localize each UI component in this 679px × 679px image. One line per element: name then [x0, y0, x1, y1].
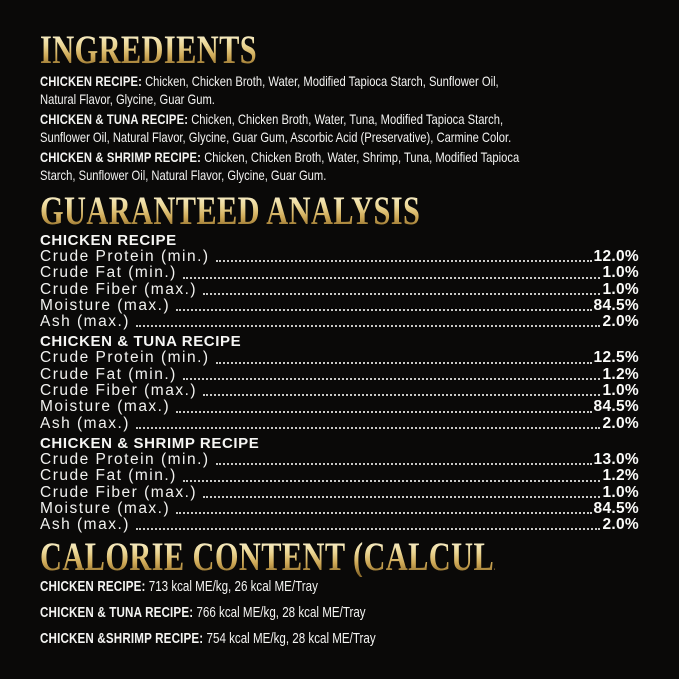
calorie-item — [40, 605, 530, 621]
analysis-row-label: Crude Fiber (max.) — [40, 280, 198, 298]
analysis-table-chicken-shrimp — [40, 436, 639, 533]
analysis-row-label: Crude Fiber (max.) — [40, 382, 198, 400]
analysis-row-value: 1.0% — [602, 382, 639, 400]
ingredient-text: Chicken, Chicken Broth, Water, Tuna, Modified Tapioca Starch, Sunflower Oil, Natural Flavor, Glycine, Guar Gum, Ascorbic Acid (Preservative), Carmine Color. — [40, 111, 512, 145]
analysis-row — [40, 367, 639, 383]
analysis-row-value: 12.0% — [593, 248, 639, 265]
analysis-row — [40, 485, 639, 501]
analysis-row-value: 1.0% — [602, 483, 639, 501]
ingredient-text: Chicken, Chicken Broth, Water, Shrimp, Tuna, Modified Tapioca Starch, Sunflower Oil, Natural Flavor, Glycine, Guar Gum. — [40, 149, 520, 183]
analysis-row-value: 2.0% — [602, 414, 639, 432]
analysis-row-label: Ash (max.) — [40, 414, 130, 432]
dot-leader — [136, 427, 601, 429]
analysis-row-label: Moisture (max.) — [40, 296, 171, 314]
dot-leader — [176, 512, 591, 514]
analysis-recipe-title: CHICKEN & SHRIMP RECIPE — [40, 434, 260, 452]
ingredient-recipe-label: CHICKEN & TUNA RECIPE: — [40, 111, 189, 127]
dot-leader — [136, 528, 601, 530]
analysis-row — [40, 452, 639, 468]
dot-leader — [203, 394, 600, 396]
analysis-row — [40, 350, 639, 366]
analysis-row-label: Crude Fat (min.) — [40, 264, 177, 282]
dot-leader — [136, 325, 601, 327]
dot-leader — [203, 496, 600, 498]
analysis-row-label: Crude Fiber (max.) — [40, 483, 198, 501]
analysis-table-chicken — [40, 233, 639, 330]
dot-leader — [176, 411, 591, 413]
analysis-recipe-title: CHICKEN & TUNA RECIPE — [40, 333, 242, 351]
analysis-row-label: Crude Protein (min.) — [40, 349, 210, 367]
calorie-recipe-label: CHICKEN & TUNA RECIPE: — [40, 605, 194, 622]
analysis-table-chicken-tuna — [40, 334, 639, 431]
analysis-row-value: 1.2% — [602, 467, 639, 485]
ingredient-item — [40, 72, 530, 108]
ingredient-recipe-label: CHICKEN & SHRIMP RECIPE: — [40, 149, 202, 165]
analysis-row-value: 84.5% — [593, 499, 639, 517]
dot-leader — [203, 293, 600, 295]
analysis-row-label: Ash (max.) — [40, 313, 130, 331]
analysis-row-value: 84.5% — [593, 398, 639, 416]
analysis-row-label: Crude Protein (min.) — [40, 248, 210, 265]
calorie-value-text: 766 kcal ME/kg, 28 kcal ME/Tray — [196, 605, 366, 622]
ingredient-recipe-label: CHICKEN RECIPE: — [40, 73, 142, 89]
analysis-row-label: Crude Fat (min.) — [40, 467, 177, 485]
analysis-row-value: 1.2% — [602, 365, 639, 383]
analysis-row-label: Moisture (max.) — [40, 398, 171, 416]
ingredient-item — [40, 148, 530, 184]
analysis-row-label: Crude Fat (min.) — [40, 365, 177, 383]
analysis-row — [40, 399, 639, 415]
analysis-row-value: 1.0% — [602, 264, 639, 282]
analysis-row — [40, 416, 639, 432]
analysis-recipe-title: CHICKEN RECIPE — [40, 232, 177, 249]
calorie-list — [40, 579, 530, 647]
analysis-row-value: 12.5% — [593, 349, 639, 367]
analysis-row — [40, 249, 639, 265]
analysis-row-label: Crude Protein (min.) — [40, 450, 210, 468]
ingredients-list — [40, 72, 530, 184]
analysis-row-value: 2.0% — [602, 516, 639, 534]
ingredients-title: INGREDIENTS — [40, 30, 495, 70]
analysis-row — [40, 282, 639, 298]
calorie-recipe-label: CHICKEN &SHRIMP RECIPE: — [40, 631, 204, 648]
analysis-row — [40, 314, 639, 330]
calorie-value-text: 754 kcal ME/kg, 28 kcal ME/Tray — [206, 631, 376, 648]
calorie-item — [40, 631, 530, 647]
analysis-row-label: Ash (max.) — [40, 516, 130, 534]
dot-leader — [183, 378, 601, 380]
calorie-item — [40, 579, 530, 595]
section-ingredients — [40, 27, 639, 184]
guaranteed-analysis-title: GUARANTEED ANALYSIS — [40, 191, 495, 231]
calorie-content-title: CALORIE CONTENT (CALCULATED): — [40, 534, 599, 580]
analysis-row — [40, 468, 639, 484]
ingredient-text: Chicken, Chicken Broth, Water, Modified Tapioca Starch, Sunflower Oil, Natural Flavor, Glycine, Guar Gum. — [40, 73, 499, 107]
analysis-row — [40, 501, 639, 517]
calorie-value-text: 713 kcal ME/kg, 26 kcal ME/Tray — [148, 579, 318, 596]
calorie-recipe-label: CHICKEN RECIPE: — [40, 579, 146, 596]
dot-leader — [176, 309, 591, 311]
section-calorie-content — [40, 534, 639, 648]
dot-leader — [216, 463, 592, 465]
ingredient-item — [40, 110, 530, 146]
dot-leader — [216, 260, 592, 262]
analysis-row-value: 84.5% — [593, 296, 639, 314]
analysis-row-label: Moisture (max.) — [40, 499, 171, 517]
analysis-row-value: 1.0% — [602, 280, 639, 298]
analysis-row — [40, 265, 639, 281]
section-guaranteed-analysis — [40, 188, 639, 534]
analysis-row — [40, 383, 639, 399]
analysis-row-value: 2.0% — [602, 313, 639, 331]
dot-leader — [216, 362, 592, 364]
analysis-row — [40, 298, 639, 314]
dot-leader — [183, 277, 601, 279]
dot-leader — [183, 480, 601, 482]
analysis-row — [40, 517, 639, 533]
analysis-row-value: 13.0% — [593, 450, 639, 468]
